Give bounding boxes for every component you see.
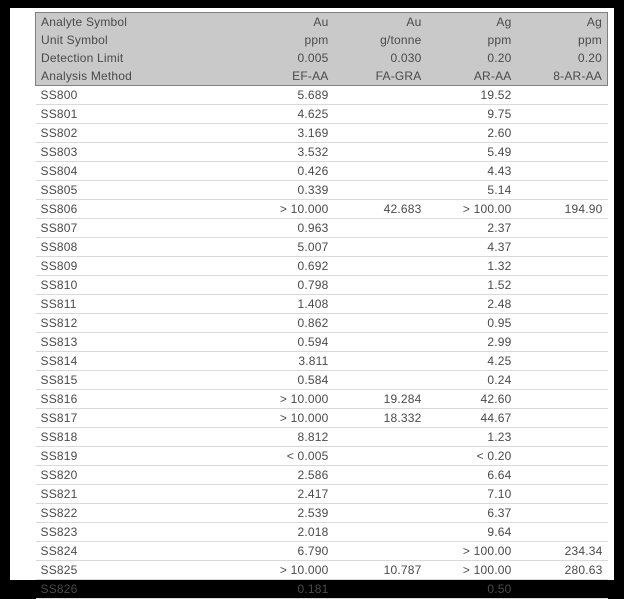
value-cell: 2.417 [186,485,334,504]
header-value-cell: 0.20 [427,49,517,67]
value-cell: > 10.000 [186,200,334,219]
value-cell: > 100.00 [427,542,517,561]
header-row [36,13,608,32]
value-cell: > 10.000 [186,390,334,409]
value-cell [517,238,608,257]
sample-id-cell: SS818 [36,428,186,447]
value-cell [334,371,427,390]
value-cell [334,485,427,504]
value-cell: 2.37 [427,219,517,238]
table-row [36,181,608,200]
header-value-cell: 0.20 [517,49,608,67]
table-header [36,13,608,86]
value-cell: 4.25 [427,352,517,371]
value-cell: > 10.000 [186,409,334,428]
value-cell: 6.37 [427,504,517,523]
table-row [36,409,608,428]
value-cell: 9.64 [427,523,517,542]
value-cell [517,314,608,333]
sample-id-cell: SS803 [36,143,186,162]
table-row [36,333,608,352]
header-value-cell: FA-GRA [334,67,427,86]
value-cell: 2.586 [186,466,334,485]
value-cell: 3.811 [186,352,334,371]
sample-id-cell: SS819 [36,447,186,466]
value-cell: 5.007 [186,238,334,257]
header-value-cell: Ag [427,13,517,32]
table-row [36,295,608,314]
value-cell: 0.339 [186,181,334,200]
value-cell: 0.584 [186,371,334,390]
value-cell [334,219,427,238]
value-cell [334,542,427,561]
value-cell: 2.018 [186,523,334,542]
sample-id-cell: SS821 [36,485,186,504]
value-cell: 0.963 [186,219,334,238]
value-cell: 234.34 [517,542,608,561]
value-cell [517,580,608,599]
assay-results-table [35,12,608,599]
value-cell [334,466,427,485]
value-cell [334,86,427,105]
value-cell: 0.24 [427,371,517,390]
table-row [36,428,608,447]
value-cell: 0.181 [186,580,334,599]
value-cell: 0.692 [186,257,334,276]
sample-id-cell: SS804 [36,162,186,181]
value-cell [517,295,608,314]
value-cell [517,105,608,124]
table-row [36,561,608,580]
header-value-cell: 8-AR-AA [517,67,608,86]
value-cell [517,409,608,428]
sample-id-cell: SS808 [36,238,186,257]
table-row [36,276,608,295]
value-cell: 6.790 [186,542,334,561]
value-cell [334,295,427,314]
header-value-cell: Au [186,13,334,32]
value-cell: 1.52 [427,276,517,295]
sample-id-cell: SS813 [36,333,186,352]
value-cell [334,124,427,143]
value-cell: 1.23 [427,428,517,447]
value-cell: 7.10 [427,485,517,504]
header-row [36,67,608,86]
value-cell: 10.787 [334,561,427,580]
header-row-label: Analysis Method [36,67,186,86]
sample-id-cell: SS825 [36,561,186,580]
value-cell: 1.408 [186,295,334,314]
header-value-cell: ppm [186,31,334,49]
value-cell: > 10.000 [186,561,334,580]
value-cell: 194.90 [517,200,608,219]
sample-id-cell: SS814 [36,352,186,371]
value-cell: 1.32 [427,257,517,276]
value-cell: 4.37 [427,238,517,257]
value-cell: < 0.20 [427,447,517,466]
table-row [36,124,608,143]
value-cell: 0.594 [186,333,334,352]
value-cell: 5.14 [427,181,517,200]
value-cell [334,257,427,276]
table-row [36,485,608,504]
value-cell [334,580,427,599]
value-cell: 0.95 [427,314,517,333]
value-cell: 19.52 [427,86,517,105]
table-row [36,314,608,333]
value-cell [517,352,608,371]
table-row [36,447,608,466]
value-cell [517,257,608,276]
value-cell [517,143,608,162]
value-cell [334,162,427,181]
report-page [10,8,614,596]
sample-id-cell: SS806 [36,200,186,219]
sample-id-cell: SS807 [36,219,186,238]
value-cell [334,352,427,371]
value-cell: 0.862 [186,314,334,333]
value-cell [517,162,608,181]
value-cell: 0.50 [427,580,517,599]
table-row [36,523,608,542]
value-cell: 0.798 [186,276,334,295]
value-cell: 4.43 [427,162,517,181]
value-cell: 2.48 [427,295,517,314]
value-cell: 8.812 [186,428,334,447]
value-cell: > 100.00 [427,561,517,580]
header-row [36,31,608,49]
value-cell [517,371,608,390]
header-value-cell: AR-AA [427,67,517,86]
value-cell: 18.332 [334,409,427,428]
table-row [36,542,608,561]
header-value-cell: ppm [517,31,608,49]
header-value-cell: EF-AA [186,67,334,86]
header-value-cell: Ag [517,13,608,32]
sample-id-cell: SS823 [36,523,186,542]
value-cell: 42.60 [427,390,517,409]
sample-id-cell: SS817 [36,409,186,428]
value-cell: 19.284 [334,390,427,409]
value-cell: 280.63 [517,561,608,580]
value-cell: > 100.00 [427,200,517,219]
sample-id-cell: SS811 [36,295,186,314]
header-value-cell: 0.005 [186,49,334,67]
sample-id-cell: SS822 [36,504,186,523]
value-cell: 2.60 [427,124,517,143]
value-cell: 44.67 [427,409,517,428]
header-row-label: Unit Symbol [36,31,186,49]
value-cell [334,428,427,447]
value-cell: 3.169 [186,124,334,143]
value-cell [334,181,427,200]
sample-id-cell: SS802 [36,124,186,143]
value-cell [334,238,427,257]
value-cell [334,105,427,124]
sample-id-cell: SS824 [36,542,186,561]
value-cell: 4.625 [186,105,334,124]
sample-id-cell: SS815 [36,371,186,390]
sample-id-cell: SS820 [36,466,186,485]
header-row-label: Analyte Symbol [36,13,186,32]
value-cell [517,466,608,485]
value-cell [517,276,608,295]
value-cell [334,276,427,295]
value-cell: 2.539 [186,504,334,523]
table-row [36,580,608,599]
table-body [36,86,608,599]
sample-id-cell: SS805 [36,181,186,200]
value-cell [334,447,427,466]
table-row [36,390,608,409]
table-row [36,219,608,238]
value-cell [334,523,427,542]
header-row-label: Detection Limit [36,49,186,67]
header-value-cell: ppm [427,31,517,49]
table-row [36,352,608,371]
value-cell: < 0.005 [186,447,334,466]
value-cell [517,485,608,504]
table-row [36,105,608,124]
sample-id-cell: SS801 [36,105,186,124]
value-cell [334,314,427,333]
table-row [36,200,608,219]
value-cell [517,86,608,105]
value-cell [517,390,608,409]
table-row [36,143,608,162]
table-row [36,466,608,485]
table-row [36,162,608,181]
header-row [36,49,608,67]
value-cell [517,219,608,238]
value-cell: 5.49 [427,143,517,162]
sample-id-cell: SS826 [36,580,186,599]
value-cell [517,523,608,542]
table-row [36,257,608,276]
value-cell: 0.426 [186,162,334,181]
table-row [36,371,608,390]
value-cell [334,504,427,523]
sample-id-cell: SS816 [36,390,186,409]
value-cell [517,181,608,200]
sample-id-cell: SS809 [36,257,186,276]
sample-id-cell: SS800 [36,86,186,105]
value-cell [517,504,608,523]
value-cell: 9.75 [427,105,517,124]
value-cell [517,428,608,447]
table-row [36,86,608,105]
value-cell [334,333,427,352]
value-cell [517,447,608,466]
table-row [36,504,608,523]
value-cell: 3.532 [186,143,334,162]
value-cell: 42.683 [334,200,427,219]
header-value-cell: Au [334,13,427,32]
table-row [36,238,608,257]
header-value-cell: g/tonne [334,31,427,49]
header-value-cell: 0.030 [334,49,427,67]
value-cell [334,143,427,162]
value-cell: 2.99 [427,333,517,352]
value-cell [517,124,608,143]
value-cell: 6.64 [427,466,517,485]
sample-id-cell: SS812 [36,314,186,333]
value-cell [517,333,608,352]
sample-id-cell: SS810 [36,276,186,295]
value-cell: 5.689 [186,86,334,105]
